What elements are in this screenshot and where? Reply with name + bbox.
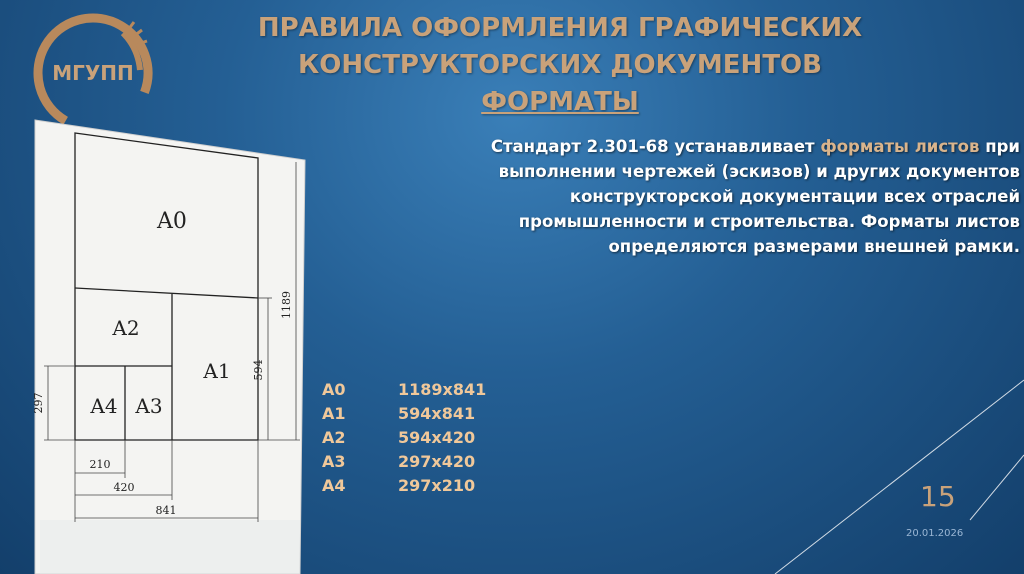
label-a1: A1 bbox=[203, 359, 231, 383]
label-a2: A2 bbox=[112, 316, 140, 340]
description-pre: Стандарт 2.301-68 устанавливает bbox=[490, 137, 821, 156]
format-name: А2 bbox=[322, 428, 346, 447]
format-name: А0 bbox=[322, 380, 346, 399]
label-a4: A4 bbox=[90, 394, 118, 418]
dim-1189: 1189 bbox=[280, 291, 293, 319]
format-name: А3 bbox=[322, 452, 346, 471]
format-row bbox=[322, 450, 486, 474]
format-name: А4 bbox=[322, 476, 346, 495]
label-a3: A3 bbox=[135, 394, 163, 418]
dim-297: 297 bbox=[32, 392, 45, 414]
page-number: 15 bbox=[920, 480, 956, 513]
dim-594: 594 bbox=[252, 359, 265, 381]
format-size: 594x420 bbox=[398, 428, 476, 447]
dim-841: 841 bbox=[155, 504, 177, 517]
title-line-1: ПРАВИЛА ОФОРМЛЕНИЯ ГРАФИЧЕСКИХ bbox=[257, 13, 863, 43]
title-line-2: КОНСТРУКТОРСКИХ ДОКУМЕНТОВ bbox=[298, 50, 822, 80]
format-size: 1189x841 bbox=[398, 380, 487, 399]
slide-date: 20.01.2026 bbox=[906, 528, 964, 539]
title-line-3: ФОРМАТЫ bbox=[481, 87, 639, 117]
dim-420: 420 bbox=[113, 481, 135, 494]
format-name: А1 bbox=[322, 404, 346, 423]
format-diagram bbox=[0, 0, 320, 574]
format-size: 594x841 bbox=[398, 404, 476, 423]
description-post: при выполнении чертежей (эскизов) и других документов конструкторской документации всех отраслей промышленности и строительства. Форматы листов определяются размерами внешней рамки. bbox=[498, 137, 1020, 256]
description-highlight: форматы листов bbox=[820, 137, 980, 156]
formats-list bbox=[322, 378, 486, 498]
dim-210: 210 bbox=[89, 458, 111, 471]
description-text bbox=[440, 134, 1020, 259]
format-row bbox=[322, 426, 486, 450]
format-size: 297x210 bbox=[398, 476, 476, 495]
logo-text: МГУПП bbox=[52, 61, 134, 85]
format-size: 297x420 bbox=[398, 452, 476, 471]
format-row bbox=[322, 378, 486, 402]
format-row bbox=[322, 402, 486, 426]
label-a0: A0 bbox=[157, 209, 187, 234]
format-row bbox=[322, 474, 486, 498]
